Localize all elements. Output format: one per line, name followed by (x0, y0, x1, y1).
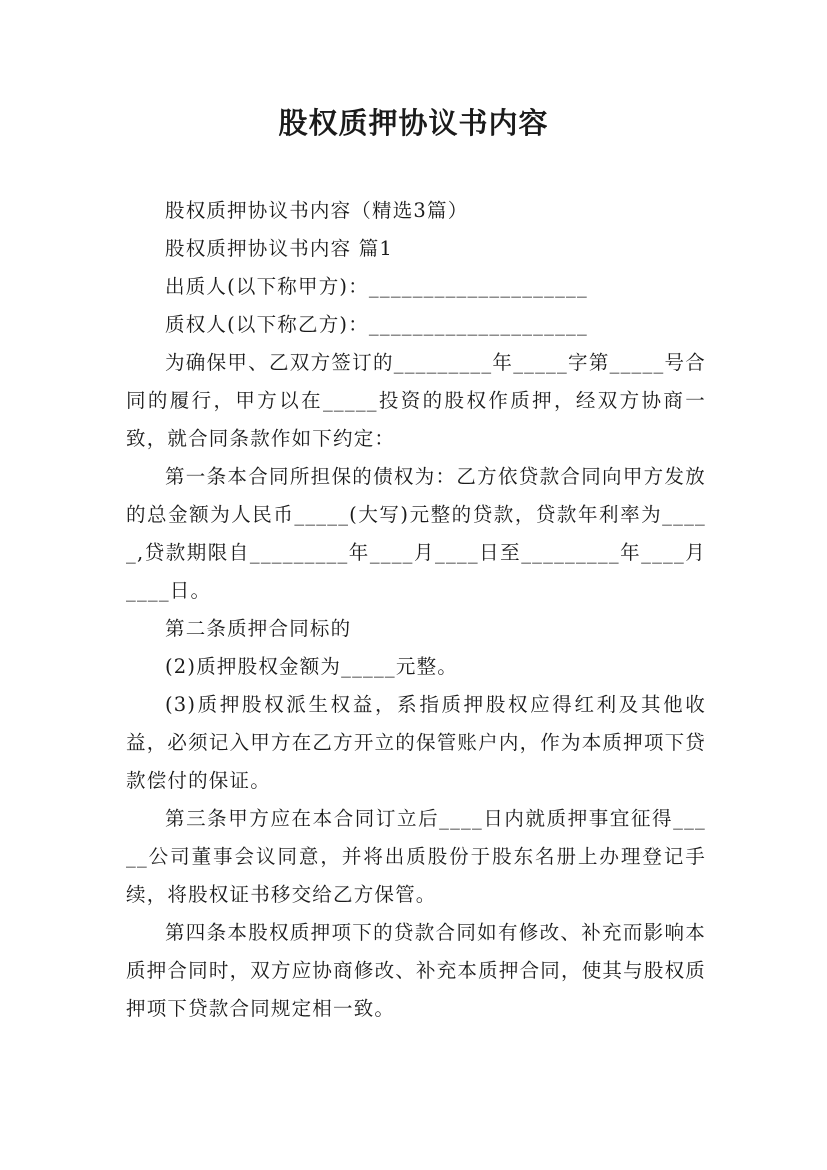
document-title: 股权质押协议书内容 (278, 106, 549, 140)
paragraph-article-1: 第一条本合同所担保的债权为：乙方依贷款合同向甲方发放的总金额为人民币_____(大写)元整的贷款，贷款年利率为_____,贷款期限自_________年____月____日至_________年____月____日。 (126, 465, 706, 602)
paragraph-section-heading: 股权质押协议书内容 篇1 (165, 237, 394, 260)
paragraph-pledgor: 出质人(以下称甲方)：____________________ (165, 275, 588, 298)
paragraph-article-3: 第三条甲方应在本合同订立后____日内就质押事宜征得_____公司董事会议同意，并将出质股份于股东名册上办理登记手续，将股权证书移交给乙方保管。 (126, 807, 706, 906)
paragraph-preamble: 为确保甲、乙双方签订的_________年_____字第_____号合同的履行，甲方以在_____投资的股权作质押，经双方协商一致，就合同条款作如下约定： (126, 351, 706, 450)
paragraph-article-4: 第四条本股权质押项下的贷款合同如有修改、补充而影响本质押合同时，双方应协商修改、补充本质押合同，使其与股权质押项下贷款合同规定相一致。 (126, 921, 706, 1020)
paragraph-article-2: 第二条质押合同标的 (165, 617, 352, 640)
document-body (126, 192, 706, 1028)
paragraph-article-2-item-3: (3)质押股权派生权益，系指质押股权应得红利及其他收益，必须记入甲方在乙方开立的保管账户内，作为本质押项下贷款偿付的保证。 (126, 693, 706, 792)
paragraph-subtitle: 股权质押协议书内容（精选3篇） (165, 199, 469, 222)
paragraph-pledgee: 质权人(以下称乙方)：____________________ (165, 313, 588, 336)
paragraph-article-2-item-2: (2)质押股权金额为_____元整。 (165, 655, 458, 678)
